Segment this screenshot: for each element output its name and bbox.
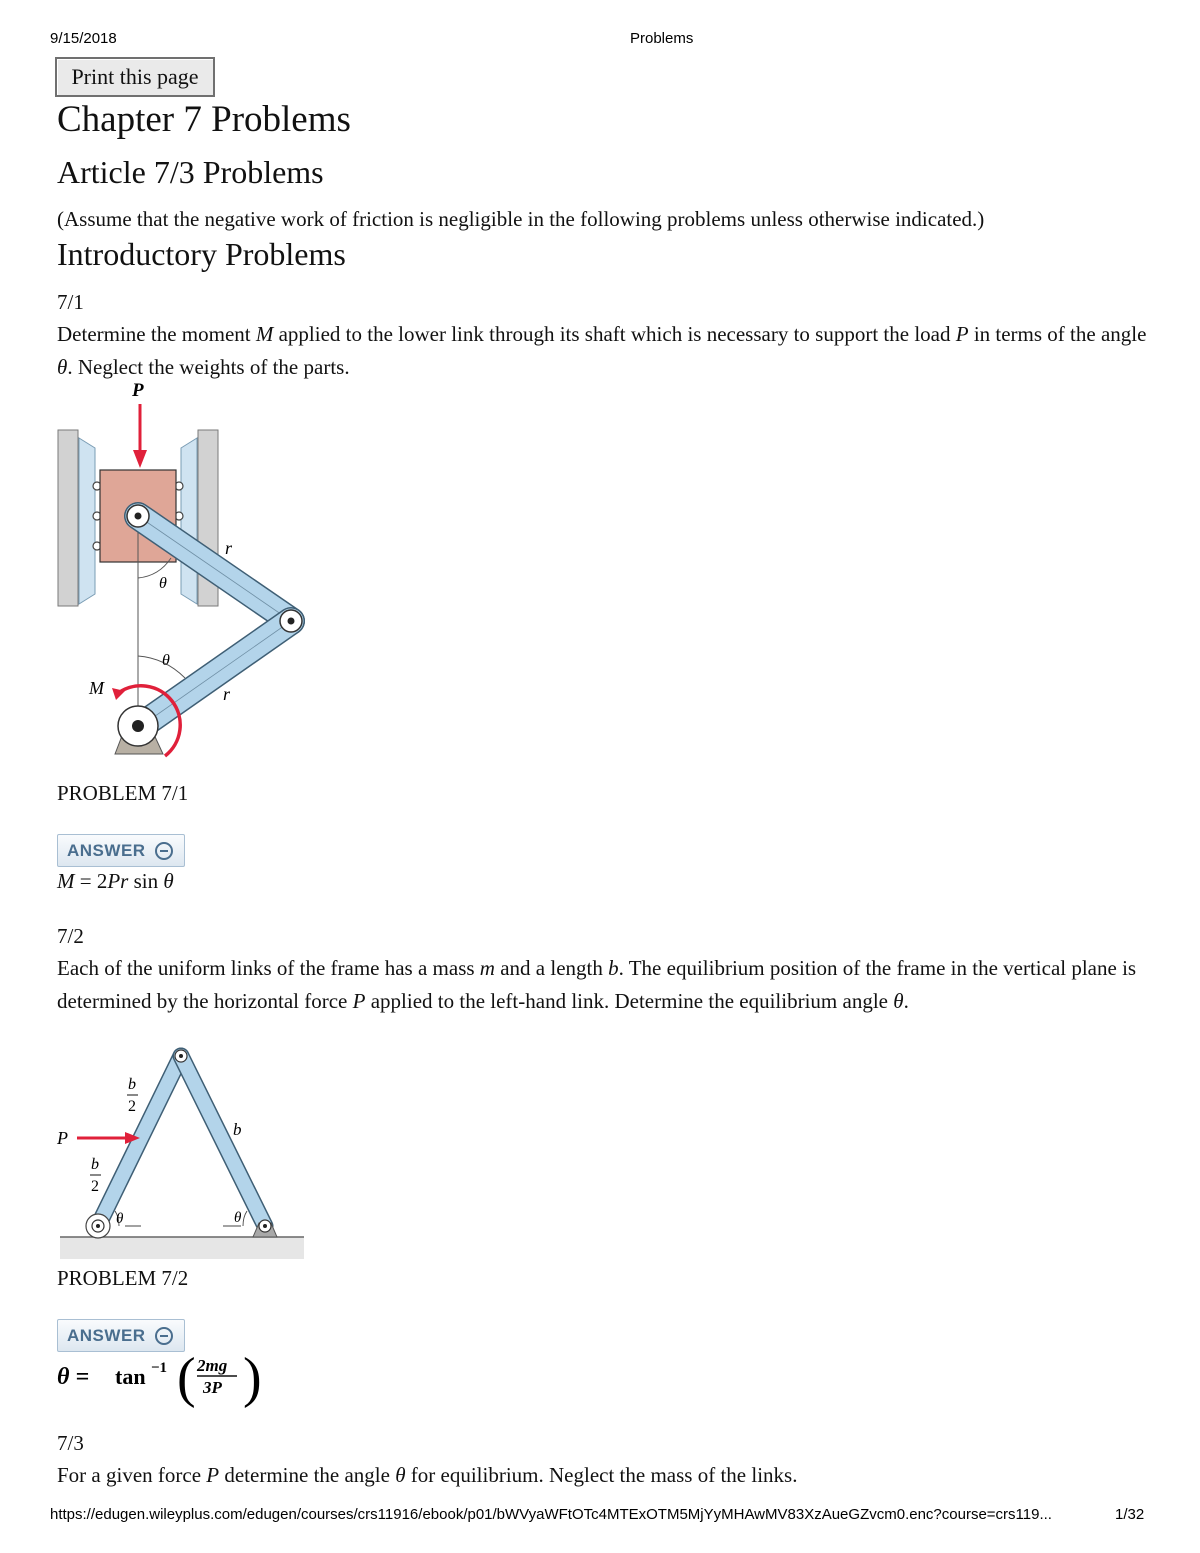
print-page-button[interactable]: Print this page (55, 57, 215, 97)
formula-function: tan (115, 1364, 146, 1389)
formula-right-paren: ) (243, 1347, 262, 1408)
left-link (98, 1056, 181, 1226)
formula-exponent: −1 (151, 1360, 168, 1376)
article-title: Article 7/3 Problems (57, 154, 324, 190)
right-pin-center (263, 1224, 267, 1228)
assumption-note: (Assume that the negative work of friction is negligible in the following problems unless otherwise indicated.) (57, 207, 985, 231)
left-wall (58, 430, 78, 606)
answer-label: ANSWER (67, 1325, 146, 1345)
right-angle-label: θ (234, 1210, 242, 1226)
right-link (181, 1056, 265, 1226)
right-guide (181, 438, 197, 604)
print-date: 9/15/2018 (50, 30, 117, 47)
apex-pin-center (179, 1054, 183, 1058)
print-header-title: Problems (630, 30, 694, 47)
elbow-pin-center (288, 618, 295, 625)
problem-number: 7/1 (57, 290, 84, 314)
answer-text: M = 2Pr sin θ (57, 869, 174, 893)
problem-text: For a given force P determine the angle θ for equilibrium. Neglect the mass of the links. (57, 1463, 798, 1487)
answer-toggle-button[interactable] (57, 834, 185, 867)
problem-7-1-figure (55, 378, 315, 778)
page-url: https://edugen.wileyplus.com/edugen/courses/crs11916/ebook/p01/bWVyaWFtOTc4MTExOTM5MjYyMHAwMV83XzAueGZvcm0.enc?course=crs119... (50, 1506, 1052, 1523)
load-arrowhead (133, 450, 147, 468)
right-angle-arc (243, 1211, 247, 1226)
lower-half-b-numerator: b (91, 1156, 99, 1173)
load-label: P (132, 380, 144, 401)
force-label: P (57, 1128, 68, 1148)
moment-label: M (89, 678, 104, 698)
answer-label: ANSWER (67, 840, 146, 860)
figure-caption: PROBLEM 7/2 (57, 1266, 189, 1290)
lower-link-centerline (138, 621, 291, 728)
shaft-center (132, 720, 144, 732)
formula-numerator: 2mg (197, 1356, 228, 1375)
page-number: 1/32 (1115, 1506, 1145, 1523)
left-pin-center (96, 1224, 100, 1228)
left-guide (79, 438, 95, 604)
left-angle-label: θ (116, 1211, 124, 1227)
lower-angle-label: θ (162, 652, 170, 669)
top-pin-center (135, 513, 142, 520)
section-title: Introductory Problems (57, 236, 346, 272)
upper-angle-label: θ (159, 575, 167, 592)
figure-caption: PROBLEM 7/1 (57, 781, 189, 805)
problem-number: 7/2 (57, 924, 84, 948)
lower-half-b-denominator: 2 (91, 1178, 99, 1195)
upper-half-b-denominator: 2 (128, 1098, 136, 1115)
right-link-label: b (233, 1120, 242, 1139)
problem-number: 7/3 (57, 1431, 84, 1455)
ground (60, 1237, 304, 1259)
collapse-icon (155, 842, 173, 860)
formula-lhs: θ = (57, 1364, 90, 1390)
chapter-title: Chapter 7 Problems (57, 99, 351, 140)
formula-left-paren: ( (177, 1347, 196, 1408)
upper-half-b-numerator: b (128, 1076, 136, 1093)
upper-link-label: r (225, 538, 233, 558)
problem-text: Each of the uniform links of the frame has a mass m and a length b. The equilibrium position of the frame in the vertical plane is determined by the horizontal force P applied to the left-hand link. Determine the equilibrium angle θ. (57, 956, 1137, 1013)
formula-denominator: 3P (203, 1378, 222, 1397)
collapse-icon (155, 1327, 173, 1345)
problem-text: Determine the moment M applied to the lower link through its shaft which is necessary to support the load P in terms of the angle θ. Neglect the weights of the parts. (57, 322, 1147, 379)
answer-formula (57, 1346, 317, 1408)
lower-link-label: r (223, 684, 231, 704)
problem-7-2-figure (55, 1045, 310, 1267)
